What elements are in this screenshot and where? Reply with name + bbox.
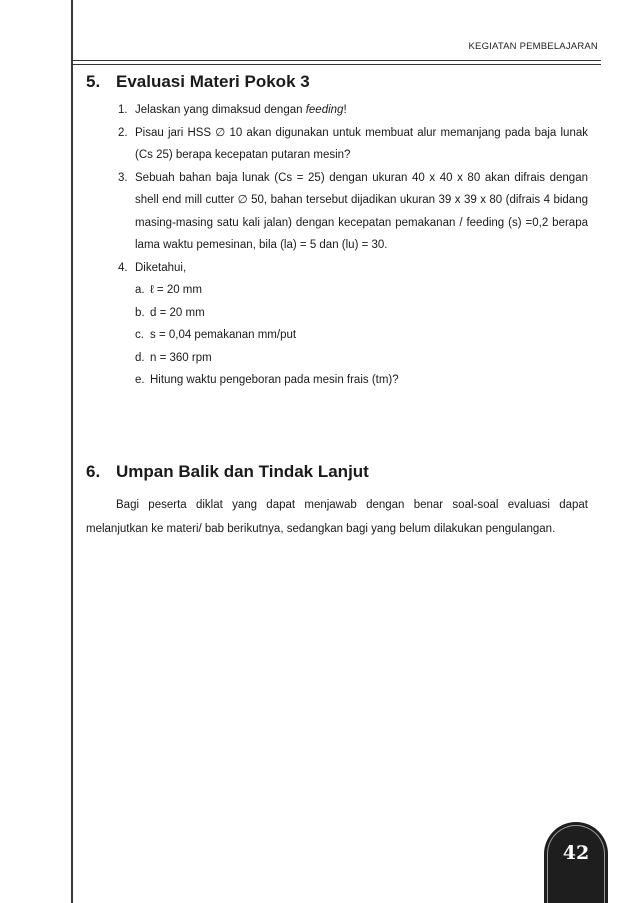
section-6-number: 6.: [86, 462, 101, 481]
sub-item-text: d = 20 mm: [150, 306, 205, 319]
sub-item-letter: c.: [135, 329, 144, 341]
question-3: [118, 167, 588, 257]
page-number: 42: [562, 842, 590, 864]
question-text: Diketahui,: [135, 261, 187, 274]
question-1: [118, 99, 588, 122]
margin-line: [71, 0, 73, 903]
question-text: Jelaskan yang dimaksud dengan: [135, 104, 306, 116]
page-number-tab: [544, 822, 608, 903]
sub-item-letter: d.: [135, 351, 145, 364]
question-number: 4.: [118, 261, 128, 274]
question-number: 1.: [118, 104, 128, 116]
section-5-title: Evaluasi Materi Pokok 3: [116, 72, 310, 91]
sub-item-letter: e.: [135, 374, 145, 386]
question-4: [118, 257, 588, 392]
section-6-title: Umpan Balik dan Tindak Lanjut: [116, 462, 369, 481]
sub-item-c: [135, 324, 588, 347]
sub-item-d: [135, 347, 588, 370]
header-rule: [72, 60, 601, 65]
section-6-heading: [86, 462, 369, 482]
section-5-number: 5.: [86, 72, 101, 91]
sub-item-e: [135, 369, 588, 392]
page-tab-border: [547, 825, 605, 903]
sub-item-a: [135, 279, 588, 302]
sub-item-text: ℓ = 20 mm: [150, 284, 202, 296]
question-number: 3.: [118, 171, 128, 184]
question-list: [118, 99, 588, 392]
question-number: 2.: [118, 126, 128, 139]
sub-item-b: [135, 302, 588, 325]
sub-item-text: n = 360 rpm: [150, 351, 212, 364]
sub-item-text: s = 0,04 pemakanan mm/put: [150, 329, 297, 341]
sub-item-letter: a.: [135, 284, 145, 296]
section-5-heading: [86, 72, 310, 92]
question-2: [118, 122, 588, 167]
question-text: Pisau jari HSS ∅ 10 akan digunakan untuk membuat alur memanjang pada baja lunak (Cs 25) berapa kecepatan putaran mesin?: [135, 126, 588, 161]
feedback-paragraph: Bagi peserta diklat yang dapat menjawab dengan benar soal-soal evaluasi dapat melanjutkan ke materi/ bab berikutnya, sedangkan bagi yang belum dilakukan pengulangan.: [86, 499, 588, 535]
sub-item-text: Hitung waktu pengeboran pada mesin frais (tm)?: [150, 374, 399, 386]
question-text-end: !: [343, 104, 347, 116]
question-text: Sebuah bahan baja lunak (Cs = 25) dengan ukuran 40 x 40 x 80 akan difrais dengan shell end mill cutter ∅ 50, bahan tersebut dijadikan ukuran 39 x 39 x 80 (difrais 4 bidang masing-masing satu kali jalan) dengan kecepatan pemakanan / feeding (s) =0,2 berapa lama waktu pemesinan, bila (la) = 5 dan (lu) = 30.: [135, 171, 588, 251]
running-header: KEGIATAN PEMBELAJARAN: [468, 41, 598, 52]
sub-item-letter: b.: [135, 306, 145, 319]
question-emphasis: feeding: [305, 104, 344, 116]
